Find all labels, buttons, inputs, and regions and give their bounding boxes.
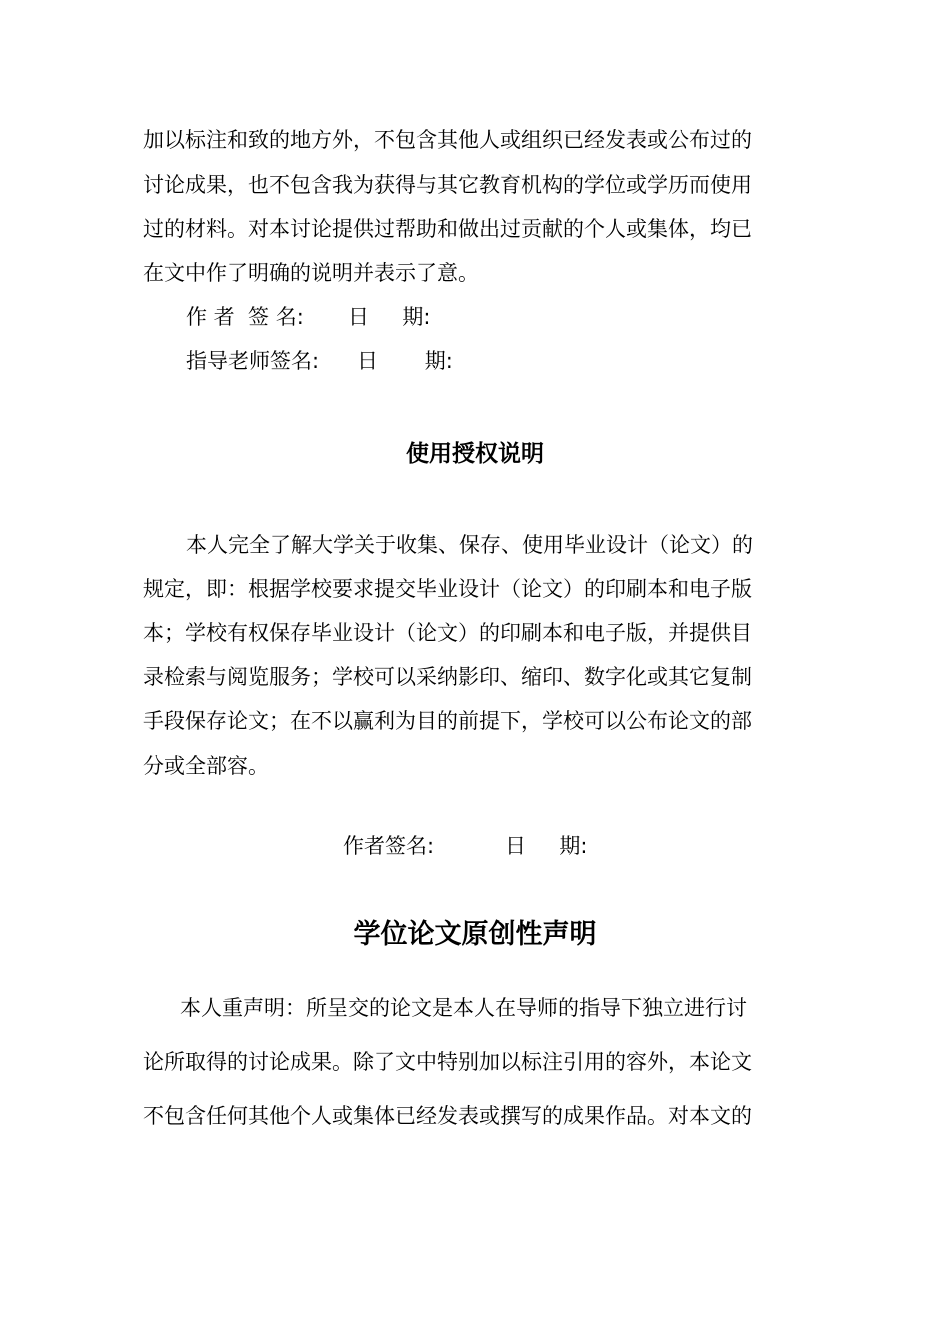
- originality-title: 学位论文原创性声明: [353, 919, 597, 950]
- authorization-title: 使用授权说明: [406, 441, 544, 467]
- paragraph-line: 分或全部容。: [143, 754, 269, 778]
- paragraph-line: 本人重声明：所呈交的论文是本人在导师的指导下独立进行讨: [180, 996, 747, 1020]
- paragraph-line: 本；学校有权保存毕业设计（论文）的印刷本和电子版，并提供目: [143, 621, 752, 645]
- authorization-author-signature-label: 作者签名:: [343, 834, 435, 858]
- paragraph-line: 手段保存论文；在不以赢利为目的前提下，学校可以公布论文的部: [143, 709, 752, 733]
- paragraph-line: 规定，即：根据学校要求提交毕业设计（论文）的印刷本和电子版: [143, 577, 752, 601]
- author-signature-label: 作 者 签 名:: [186, 305, 304, 329]
- paragraph-line: 讨论成果，也不包含我为获得与其它教育机构的学位或学历而使用: [143, 173, 752, 197]
- paragraph-line: 录检索与阅览服务；学校可以采纳影印、缩印、数字化或其它复制: [143, 665, 752, 689]
- paragraph-line: 加以标注和致的地方外，不包含其他人或组织已经发表或公布过的: [143, 128, 752, 152]
- advisor-date-label: 日 期:: [357, 349, 453, 373]
- paragraph-line: 过的材料。对本讨论提供过帮助和做出过贡献的个人或集体，均已: [143, 217, 752, 241]
- paragraph-line: 本人完全了解大学关于收集、保存、使用毕业设计（论文）的: [186, 533, 753, 557]
- author-date-label: 日 期:: [348, 305, 431, 329]
- paragraph-line: 论所取得的讨论成果。除了文中特别加以标注引用的容外，本论文: [143, 1050, 752, 1074]
- advisor-signature-label: 指导老师签名:: [186, 349, 320, 373]
- paragraph-line: 不包含任何其他个人或集体已经发表或撰写的成果作品。对本文的: [143, 1104, 752, 1128]
- authorization-date-label: 日 期:: [505, 834, 588, 858]
- paragraph-line: 在文中作了明确的说明并表示了意。: [143, 261, 479, 285]
